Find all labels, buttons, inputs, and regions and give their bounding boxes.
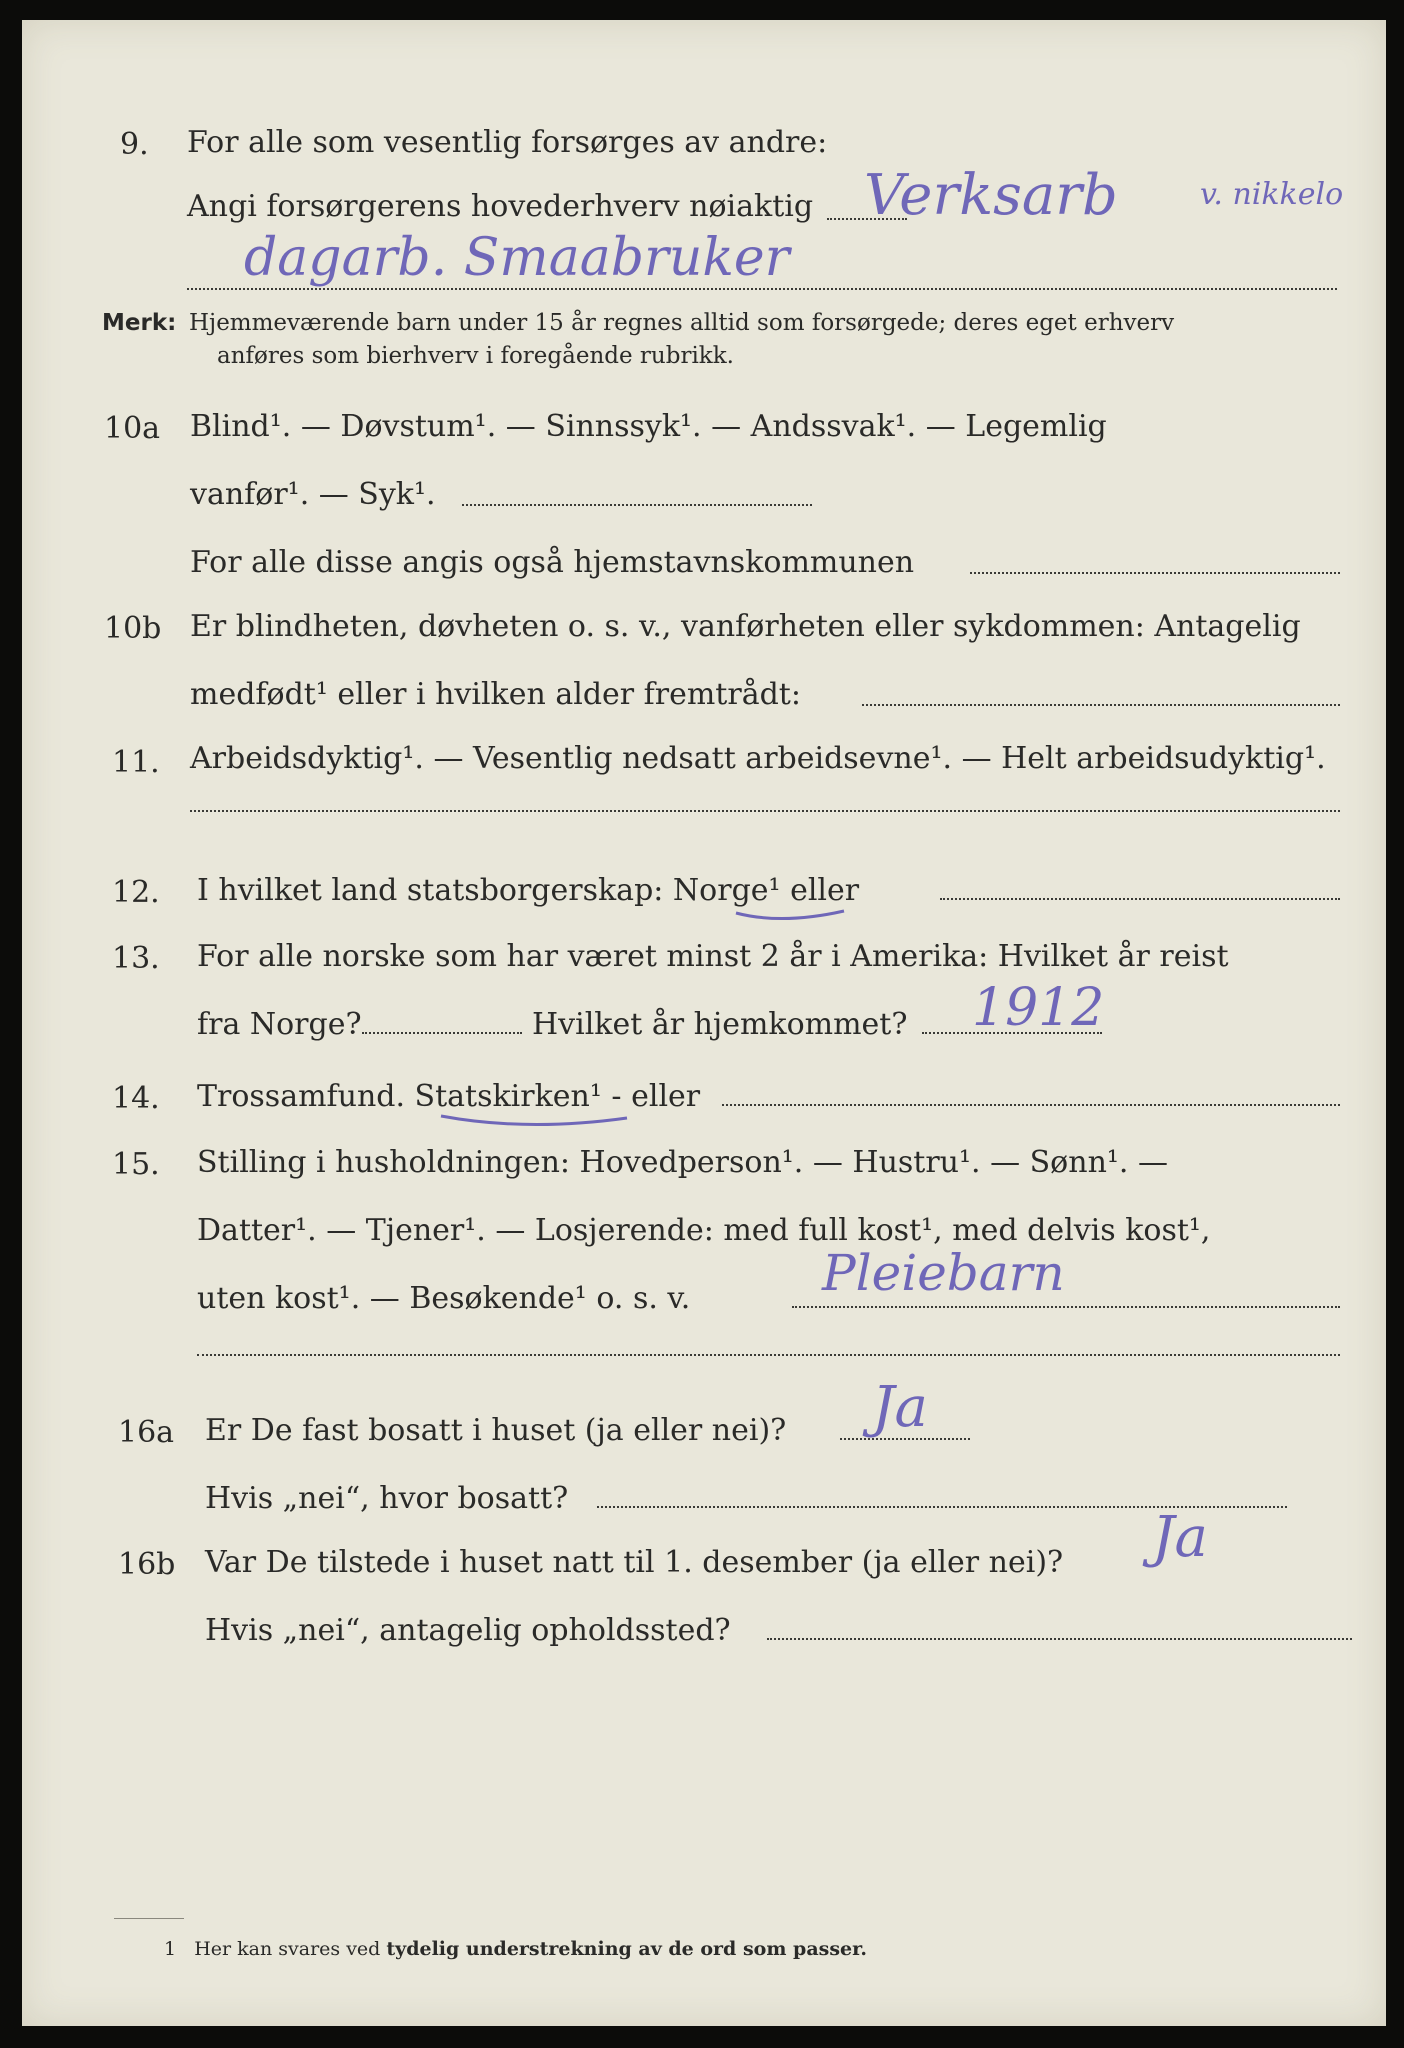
q16b-answer-handwritten: Ja xyxy=(1152,1505,1208,1570)
q15-answer-line xyxy=(792,1306,1340,1308)
q13-answer-line-a xyxy=(362,1032,522,1034)
q10b-line2: medfødt¹ eller i hvilken alder fremtrådt: xyxy=(190,677,801,712)
q9-answer-handwritten-a: Verksarb xyxy=(864,163,1118,228)
q13-line2b: Hvilket år hjemkommet? xyxy=(532,1007,908,1042)
merk-line1: Hjemmeværende barn under 15 år regnes alltid som forsørgede; deres eget erhverv xyxy=(189,310,1175,336)
q10a-answer-line-2 xyxy=(970,572,1340,574)
q9-line2: Angi forsørgerens hovederhverv nøiaktig xyxy=(187,189,814,224)
q12-number: 12. xyxy=(112,875,160,910)
q14-line1: Trossamfund. Statskirken¹ - eller xyxy=(197,1079,701,1114)
q15-line3: uten kost¹. — Besøkende¹ o. s. v. xyxy=(197,1281,691,1316)
q9-answer-line-2 xyxy=(187,288,1337,290)
q15-number: 15. xyxy=(112,1147,160,1182)
q11-line1: Arbeidsdyktig¹. — Vesentlig nedsatt arbeidsevne¹. — Helt arbeidsudyktig¹. xyxy=(190,741,1326,776)
q10a-line3: For alle disse angis også hjemstavnskommunen xyxy=(190,545,915,580)
q16b-line2: Hvis „nei“, antagelig opholdssted? xyxy=(205,1613,731,1648)
q13-line2a: fra Norge? xyxy=(197,1007,362,1042)
q11-answer-line xyxy=(190,810,1340,812)
q16b-answer-line xyxy=(767,1638,1352,1640)
q9-line1: For alle som vesentlig forsørges av andre: xyxy=(187,125,828,160)
q9-answer-handwritten-b: v. nikkelo xyxy=(1200,177,1344,212)
footnote-mark: 1 xyxy=(164,1938,177,1960)
q10a-number: 10a xyxy=(104,411,161,446)
q16b-number: 16b xyxy=(118,1547,176,1582)
q10a-line2: vanfør¹. — Syk¹. xyxy=(190,477,436,512)
footnote xyxy=(164,1938,867,1960)
q16a-line1: Er De fast bosatt i huset (ja eller nei)? xyxy=(205,1413,787,1448)
footnote-text-b: tydelig understrekning av de ord som passer. xyxy=(386,1938,867,1960)
q14-number: 14. xyxy=(112,1081,160,1116)
q15-answer-line-2 xyxy=(197,1354,1340,1356)
q10a-answer-line xyxy=(462,504,812,506)
footnote-rule xyxy=(114,1918,184,1919)
q16a-line2: Hvis „nei“, hvor bosatt? xyxy=(205,1481,569,1516)
q14-answer-line xyxy=(722,1104,1340,1106)
q16a-answer-handwritten: Ja xyxy=(872,1375,928,1440)
q11-number: 11. xyxy=(112,745,160,780)
q12-underline-mark xyxy=(732,905,852,925)
q10a-line1: Blind¹. — Døvstum¹. — Sinnssyk¹. — Andssvak¹. — Legemlig xyxy=(190,409,1107,444)
q13-line1: For alle norske som har været minst 2 år i Amerika: Hvilket år reist xyxy=(197,939,1229,974)
q9-answer-handwritten-c: dagarb. Smaabruker xyxy=(244,228,790,288)
census-form-page xyxy=(22,20,1386,2026)
q13-answer-handwritten: 1912 xyxy=(972,978,1105,1038)
q12-answer-line xyxy=(940,898,1340,900)
merk-label: Merk: xyxy=(102,310,177,336)
q16b-line1: Var De tilstede i huset natt til 1. desember (ja eller nei)? xyxy=(205,1545,1064,1580)
q10b-answer-line xyxy=(862,704,1340,706)
merk-line2: anføres som bierhverv i foregående rubrikk. xyxy=(217,343,734,369)
q10b-line1: Er blindheten, døvheten o. s. v., vanførheten eller sykdommen: Antagelig xyxy=(190,609,1301,644)
footnote-text-a: Her kan svares ved xyxy=(194,1938,381,1960)
q13-number: 13. xyxy=(112,941,160,976)
q10b-number: 10b xyxy=(104,611,162,646)
q15-answer-handwritten: Pleiebarn xyxy=(822,1244,1065,1302)
q16a-number: 16a xyxy=(118,1415,175,1450)
q15-line2: Datter¹. — Tjener¹. — Losjerende: med full kost¹, med delvis kost¹, xyxy=(197,1213,1211,1248)
q15-line1: Stilling i husholdningen: Hovedperson¹. — Hustru¹. — Sønn¹. — xyxy=(197,1145,1168,1180)
q9-number: 9. xyxy=(120,127,149,162)
q12-line1: I hvilket land statsborgerskap: Norge¹ eller xyxy=(197,873,860,908)
q14-underline-mark xyxy=(437,1110,637,1130)
